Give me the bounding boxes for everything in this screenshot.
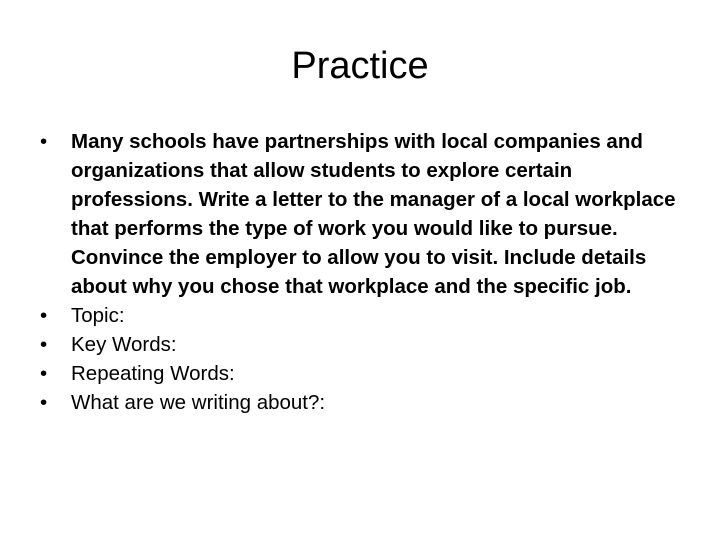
bullet-list	[40, 127, 690, 417]
bullet-item-prompt	[40, 127, 690, 301]
key-words-label: Key Words:	[71, 333, 177, 356]
bullet-item-writing-about	[40, 388, 690, 417]
bullet-icon: •	[40, 391, 48, 414]
bullet-icon: •	[40, 333, 48, 356]
bullet-item-repeating-words	[40, 359, 690, 388]
bullet-icon: •	[40, 362, 48, 385]
slide-title: Practice	[291, 45, 429, 87]
bullet-icon: •	[40, 304, 48, 327]
repeating-words-label: Repeating Words:	[71, 362, 235, 385]
topic-label: Topic:	[71, 304, 125, 327]
bullet-icon: •	[40, 130, 48, 153]
writing-about-label: What are we writing about?:	[71, 391, 326, 414]
bullet-item-topic	[40, 301, 690, 330]
bullet-item-key-words	[40, 330, 690, 359]
prompt-text: Many schools have partnerships with local companies and organizations that allow students to explore certain professions. Write a letter to the manager of a local workplace that performs the type of work you would like to pursue. Convince the employer to allow you to visit. Include details about why you chose that workplace and the specific job.	[71, 130, 676, 298]
